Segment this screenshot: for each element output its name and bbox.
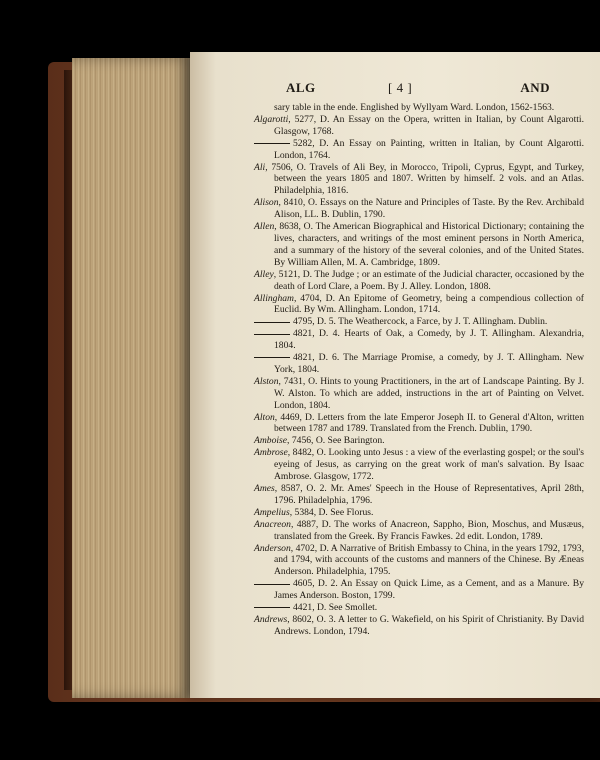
entry-headword: Ampelius bbox=[254, 506, 290, 518]
entry-text: , 4887, D. The works of Anacreon, Sappho, Bion, Moschus, and Musæus, translated from the Greek. By Francis Fawkes. 2d edit. London, 1789. bbox=[274, 518, 584, 542]
catalog-entry bbox=[254, 519, 584, 543]
ditto-rule bbox=[254, 607, 290, 608]
entry-text: , 8587, O. 2. Mr. Ames' Speech in the House of Representatives, April 28th, 1796. Philadelphia, 1796. bbox=[274, 483, 584, 506]
entry-text: 4605, D. 2. An Essay on Quick Lime, as a Cement, and as a Manure. By James Anderson. Boston, 1799. bbox=[274, 578, 584, 602]
entry-text: , 4704, D. An Epitome of Geometry, being a compendious collection of Euclid. By Wm. Allingham. London, 1714. bbox=[274, 292, 584, 316]
ditto-rule bbox=[254, 334, 290, 335]
catalog-entry bbox=[254, 614, 584, 638]
catalog-entry bbox=[254, 483, 584, 507]
entry-headword: Ambrose bbox=[254, 447, 288, 459]
entry-headword: Ali bbox=[254, 161, 266, 173]
entry-headword: Allingham bbox=[254, 292, 294, 304]
entry-text: , 7456, O. See Barington. bbox=[287, 435, 385, 447]
catalog-entry bbox=[254, 376, 584, 412]
catalog-entry bbox=[254, 221, 584, 269]
header-right: AND bbox=[520, 80, 550, 95]
catalog-entry bbox=[254, 197, 584, 221]
catalog-entry bbox=[254, 543, 584, 579]
entry-headword: Allen bbox=[254, 221, 275, 233]
entry-text: , 8638, O. The American Biographical and Historical Dictionary; containing the lives, characters, and writings of the most eminent persons in North America, and a summary of the history of the several colonies, and of the United States. By William Allen, M. A. Cambridge, 1809. bbox=[274, 221, 584, 268]
entry-text: 4421, D. See Smollet. bbox=[293, 602, 378, 614]
entry-headword: Anderson bbox=[254, 542, 291, 554]
entry-text: , 5277, D. An Essay on the Opera, written in Italian, by Count Algarotti. Glasgow, 1768. bbox=[274, 113, 584, 137]
entry-text: , 8482, O. Looking unto Jesus : a view of the everlasting gospel; or the soul's eyeing of Jesus, as carrying on the great work of man's salvation. By Isaac Ambrose. Glasgow, 1772. bbox=[274, 447, 584, 483]
entry-headword: Algarotti bbox=[254, 113, 289, 125]
entry-text: , 7506, O. Travels of Ali Bey, in Morocco, Tripoli, Cyprus, Egypt, and Turkey, between the years 1805 and 1807. Written by himself. 2 vols. and an Atlas. Philadelphia, 1816. bbox=[265, 161, 584, 197]
page-number: [ 4 ] bbox=[388, 80, 413, 95]
catalog-entry bbox=[254, 447, 584, 483]
entry-headword: Alton bbox=[254, 411, 275, 423]
entry-text: , 5121, D. The Judge ; or an estimate of the Judicial character, occasioned by the death of Lord Clare, a Poem. By J. Alley. London, 1808. bbox=[273, 268, 584, 292]
ditto-rule bbox=[254, 143, 290, 144]
catalog-entry bbox=[254, 138, 584, 162]
catalog-entry bbox=[254, 602, 584, 614]
entry-text: , 8410, O. Essays on the Nature and Principles of Taste. By the Rev. Archibald Alison, LL. B. Dublin, 1790. bbox=[274, 197, 584, 221]
catalog-entry bbox=[254, 316, 584, 328]
entry-text: 4821, D. 6. The Marriage Promise, a comedy, by J. T. Allingham. New York, 1804. bbox=[274, 352, 584, 375]
entry-text: , 4469, D. Letters from the late Emperor Joseph II. to General d'Alton, written between 1787 and 1789. Translated from the French. Dublin, 1790. bbox=[274, 411, 584, 435]
catalog-entries bbox=[254, 102, 584, 638]
ditto-rule bbox=[254, 357, 290, 358]
running-head bbox=[286, 80, 550, 96]
catalog-entry bbox=[254, 102, 584, 114]
entry-headword: Amboise bbox=[254, 435, 288, 447]
catalog-entry bbox=[254, 435, 584, 447]
ditto-rule bbox=[254, 584, 290, 585]
entry-text: , 5384, D. See Florus. bbox=[289, 506, 374, 518]
catalog-entry bbox=[254, 352, 584, 376]
catalog-entry bbox=[254, 114, 584, 138]
catalog-entry bbox=[254, 578, 584, 602]
catalog-entry bbox=[254, 162, 584, 198]
page-edges bbox=[72, 58, 194, 698]
entry-text: 4795, D. 5. The Weathercock, a Farce, by J. T. Allingham. Dublin. bbox=[293, 316, 548, 328]
catalog-entry bbox=[254, 507, 584, 519]
catalog-entry bbox=[254, 412, 584, 436]
catalog-entry bbox=[254, 328, 584, 352]
book-page bbox=[190, 52, 600, 698]
catalog-entry bbox=[254, 269, 584, 293]
entry-text: , 8602, O. 3. A letter to G. Wakefield, on his Spirit of Christianity. By David Andrews. London, 1794. bbox=[274, 613, 584, 637]
ditto-rule bbox=[254, 322, 290, 323]
entry-headword: Anacreon bbox=[254, 518, 291, 530]
entry-headword: Alison bbox=[254, 197, 279, 209]
entry-text: , 7431, O. Hints to young Practitioners, in the art of Landscape Painting. By J. W. Alston. To which are added, instructions in the art of Painting on Velvet. London, 1804. bbox=[274, 375, 584, 411]
entry-text: , 4702, D. A Narrative of British Embassy to China, in the years 1792, 1793, and 1794, with accounts of the customs and manners of the Chinese. By Æneas Anderson. Philadelphia, 1795. bbox=[274, 542, 584, 578]
entry-text: sary table in the ende. Englished by Wyllyam Ward. London, 1562-1563. bbox=[274, 102, 555, 113]
header-left: ALG bbox=[286, 80, 316, 95]
entry-text: 4821, D. 4. Hearts of Oak, a Comedy, by J. T. Allingham. Alexandria, 1804. bbox=[274, 328, 584, 352]
entry-headword: Ames bbox=[254, 483, 275, 494]
catalog-entry bbox=[254, 293, 584, 317]
entry-headword: Alley bbox=[254, 268, 274, 280]
entry-text: 5282, D. An Essay on Painting, written in Italian, by Count Algarotti. London, 1764. bbox=[274, 137, 584, 161]
entry-headword: Alston bbox=[254, 375, 279, 387]
entry-headword: Andrews bbox=[254, 613, 288, 625]
